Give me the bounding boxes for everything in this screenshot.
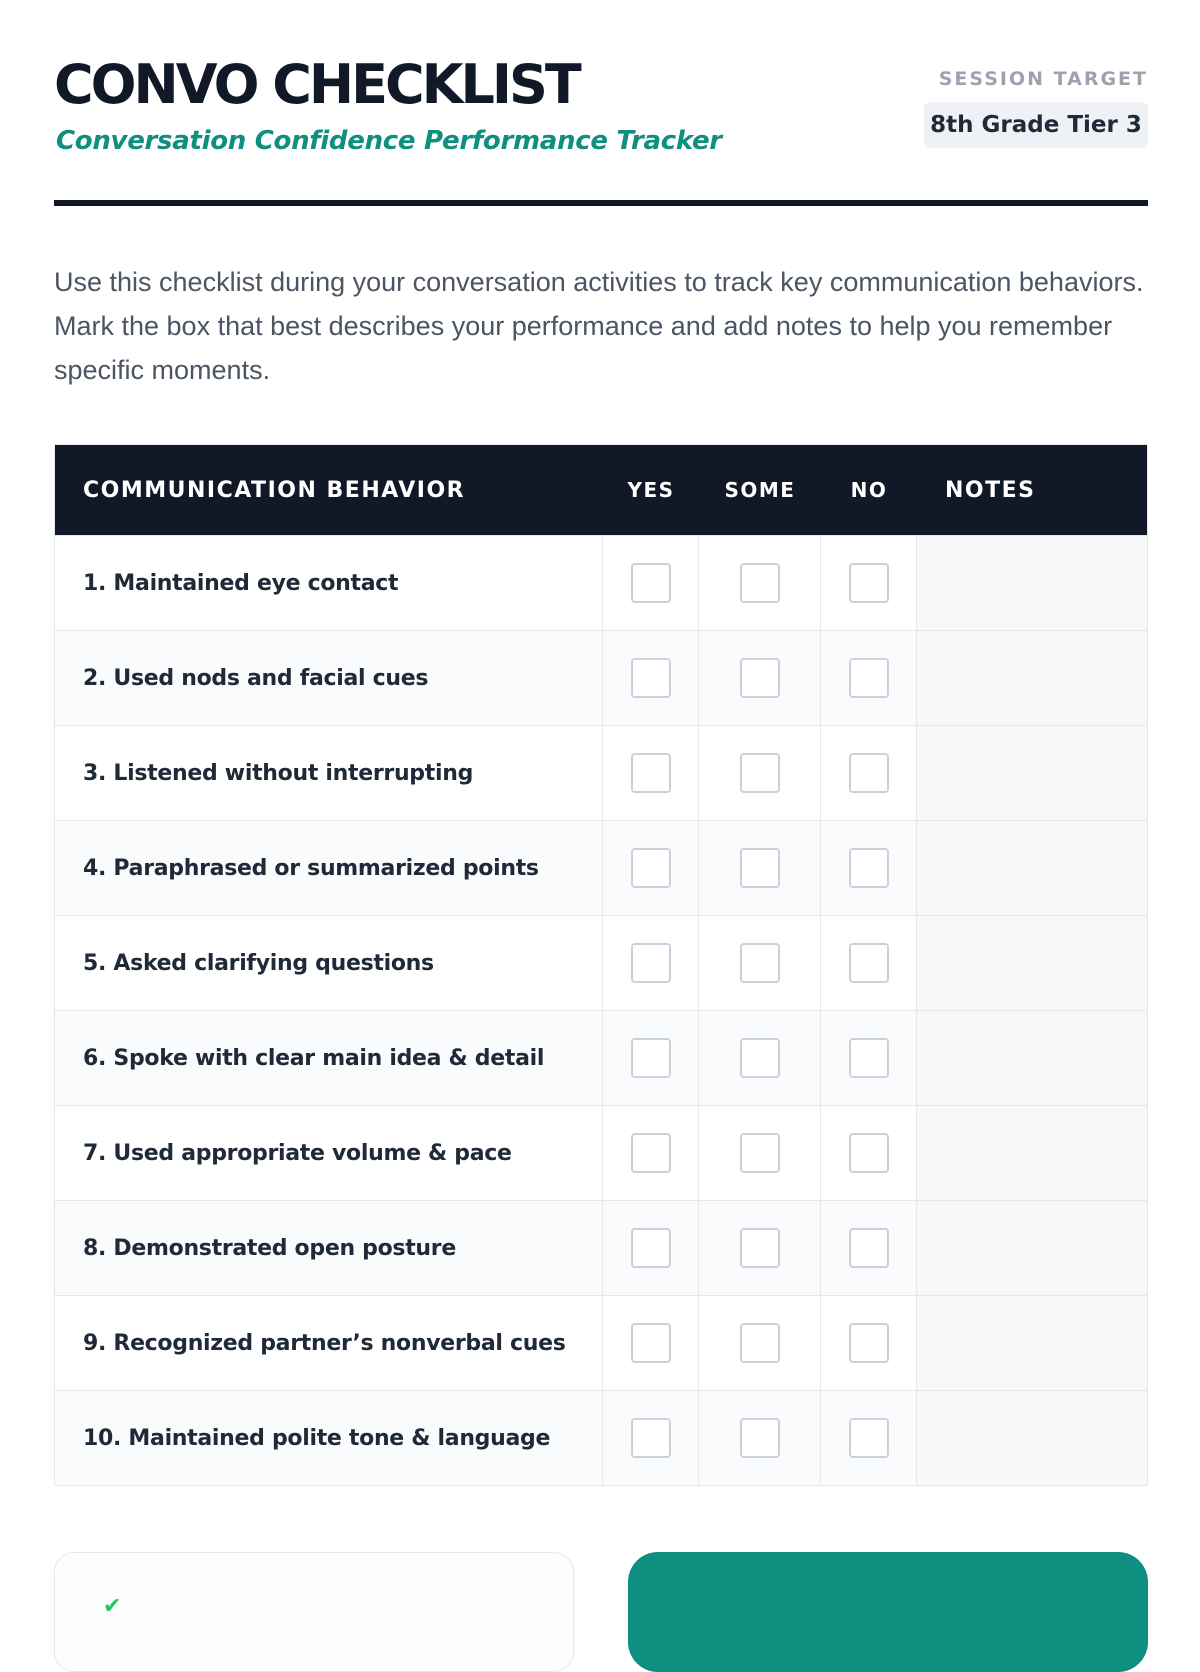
some-cell	[699, 821, 821, 915]
yes-checkbox[interactable]	[631, 943, 671, 983]
some-checkbox[interactable]	[740, 1133, 780, 1173]
behavior-label: 2. Used nods and facial cues	[55, 631, 603, 725]
no-checkbox[interactable]	[849, 848, 889, 888]
no-checkbox[interactable]	[849, 1418, 889, 1458]
notes-field[interactable]	[917, 631, 1147, 725]
no-checkbox[interactable]	[849, 943, 889, 983]
header-divider	[54, 200, 1148, 206]
yes-cell	[603, 1106, 699, 1200]
notes-field[interactable]	[917, 536, 1147, 630]
table-row	[55, 630, 1147, 725]
checklist-table	[54, 444, 1148, 1486]
yes-cell	[603, 916, 699, 1010]
no-checkbox[interactable]	[849, 658, 889, 698]
table-header	[55, 445, 1147, 535]
no-checkbox[interactable]	[849, 1133, 889, 1173]
no-cell	[821, 1391, 917, 1485]
behavior-label: 1. Maintained eye contact	[55, 536, 603, 630]
notes-field[interactable]	[917, 821, 1147, 915]
page-subtitle: Conversation Confidence Performance Tracker	[56, 126, 722, 156]
yes-cell	[603, 1011, 699, 1105]
some-checkbox[interactable]	[740, 753, 780, 793]
table-row	[55, 1105, 1147, 1200]
behavior-label: 10. Maintained polite tone & language	[55, 1391, 603, 1485]
no-checkbox[interactable]	[849, 1228, 889, 1268]
yes-checkbox[interactable]	[631, 1133, 671, 1173]
page-title: CONVO CHECKLIST	[54, 53, 579, 116]
some-cell	[699, 916, 821, 1010]
some-cell	[699, 1201, 821, 1295]
yes-cell	[603, 1201, 699, 1295]
no-cell	[821, 916, 917, 1010]
table-row	[55, 1010, 1147, 1105]
some-checkbox[interactable]	[740, 848, 780, 888]
notes-field[interactable]	[917, 916, 1147, 1010]
yes-cell	[603, 821, 699, 915]
some-checkbox[interactable]	[740, 1323, 780, 1363]
table-row	[55, 1390, 1147, 1485]
notes-field[interactable]	[917, 1201, 1147, 1295]
behavior-label: 4. Paraphrased or summarized points	[55, 821, 603, 915]
no-cell	[821, 536, 917, 630]
notes-field[interactable]	[917, 1106, 1147, 1200]
notes-field[interactable]	[917, 726, 1147, 820]
column-header-behavior: COMMUNICATION BEHAVIOR	[83, 477, 466, 503]
some-cell	[699, 1011, 821, 1105]
session-target-badge: 8th Grade Tier 3	[924, 102, 1148, 148]
behavior-label: 8. Demonstrated open posture	[55, 1201, 603, 1295]
behavior-label: 5. Asked clarifying questions	[55, 916, 603, 1010]
some-cell	[699, 536, 821, 630]
column-header-some: SOME	[724, 478, 796, 502]
yes-checkbox[interactable]	[631, 658, 671, 698]
yes-checkbox[interactable]	[631, 1323, 671, 1363]
column-header-notes: NOTES	[945, 477, 1036, 503]
behavior-label: 9. Recognized partner’s nonverbal cues	[55, 1296, 603, 1390]
table-row	[55, 725, 1147, 820]
behavior-label: 3. Listened without interrupting	[55, 726, 603, 820]
no-checkbox[interactable]	[849, 1038, 889, 1078]
table-body	[55, 535, 1147, 1485]
session-target-label: SESSION TARGET	[938, 68, 1148, 90]
no-cell	[821, 726, 917, 820]
column-header-yes: YES	[627, 478, 675, 502]
no-checkbox[interactable]	[849, 563, 889, 603]
intro-text: Use this checklist during your conversation activities to track key communication behaviors. Mark the box that best describes your performance and add notes to help you remember specific moments.	[54, 267, 1144, 385]
yes-cell	[603, 536, 699, 630]
table-row	[55, 820, 1147, 915]
behavior-label: 7. Used appropriate volume & pace	[55, 1106, 603, 1200]
some-cell	[699, 1106, 821, 1200]
no-cell	[821, 1106, 917, 1200]
yes-checkbox[interactable]	[631, 1418, 671, 1458]
yes-checkbox[interactable]	[631, 848, 671, 888]
some-checkbox[interactable]	[740, 943, 780, 983]
no-cell	[821, 1296, 917, 1390]
yes-checkbox[interactable]	[631, 753, 671, 793]
no-cell	[821, 1011, 917, 1105]
some-checkbox[interactable]	[740, 1418, 780, 1458]
behavior-label: 6. Spoke with clear main idea & detail	[55, 1011, 603, 1105]
no-cell	[821, 1201, 917, 1295]
table-row	[55, 1200, 1147, 1295]
yes-checkbox[interactable]	[631, 1038, 671, 1078]
table-row	[55, 535, 1147, 630]
notes-field[interactable]	[917, 1011, 1147, 1105]
yes-cell	[603, 1296, 699, 1390]
table-row	[55, 1295, 1147, 1390]
no-checkbox[interactable]	[849, 1323, 889, 1363]
summary-card	[54, 1552, 574, 1672]
no-cell	[821, 631, 917, 725]
some-checkbox[interactable]	[740, 1228, 780, 1268]
yes-cell	[603, 726, 699, 820]
some-cell	[699, 1296, 821, 1390]
some-cell	[699, 631, 821, 725]
column-header-no: NO	[850, 478, 888, 502]
some-cell	[699, 726, 821, 820]
notes-field[interactable]	[917, 1296, 1147, 1390]
no-cell	[821, 821, 917, 915]
submit-button[interactable]	[628, 1552, 1148, 1672]
some-checkbox[interactable]	[740, 658, 780, 698]
some-cell	[699, 1391, 821, 1485]
yes-cell	[603, 1391, 699, 1485]
notes-field[interactable]	[917, 1391, 1147, 1485]
check-icon: ✔	[103, 1593, 122, 1618]
table-row	[55, 915, 1147, 1010]
yes-cell	[603, 631, 699, 725]
some-checkbox[interactable]	[740, 563, 780, 603]
yes-checkbox[interactable]	[631, 563, 671, 603]
yes-checkbox[interactable]	[631, 1228, 671, 1268]
page-header	[54, 52, 1148, 156]
some-checkbox[interactable]	[740, 1038, 780, 1078]
no-checkbox[interactable]	[849, 753, 889, 793]
